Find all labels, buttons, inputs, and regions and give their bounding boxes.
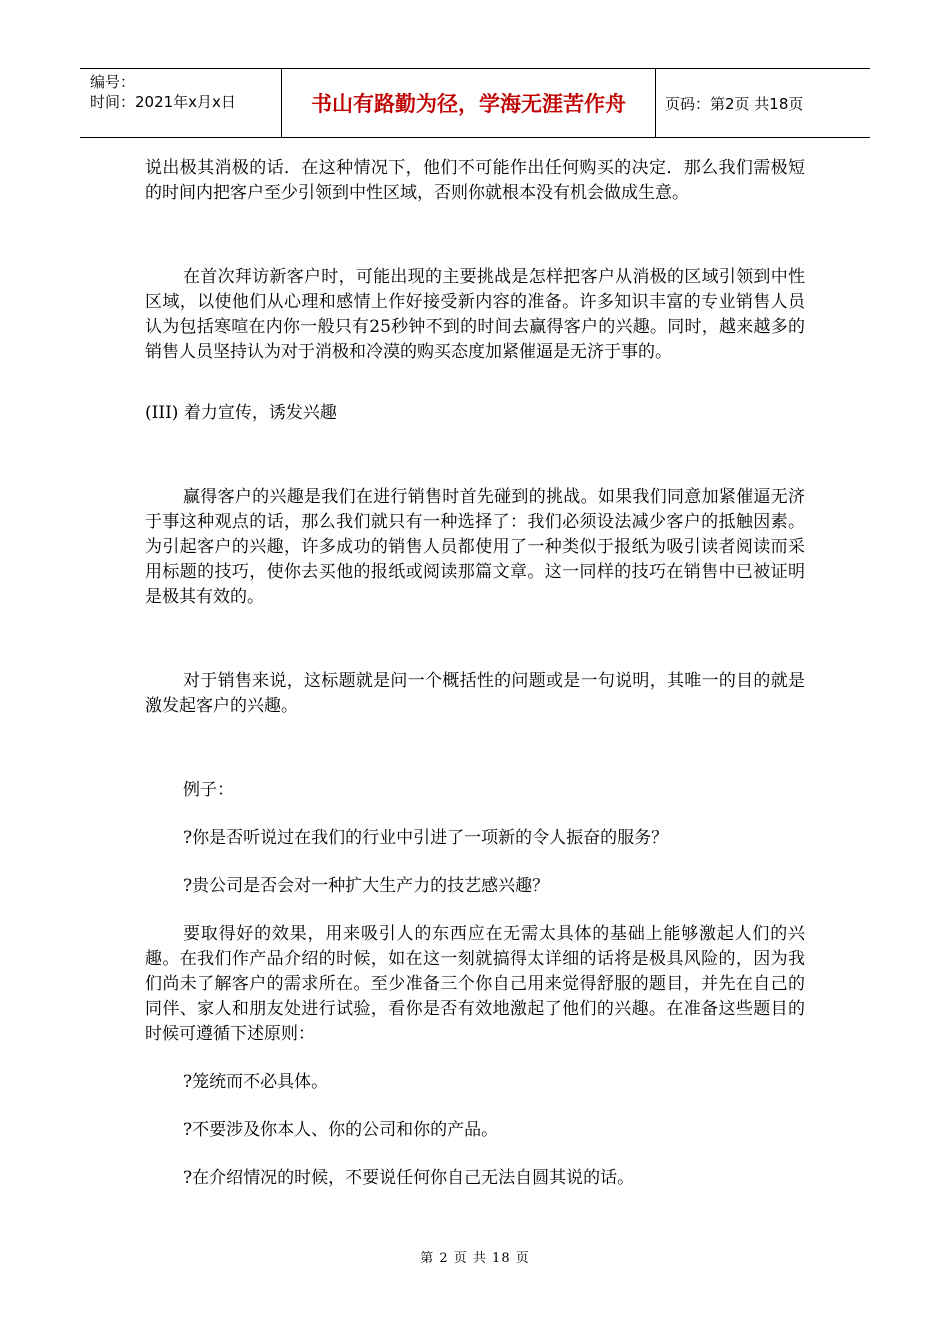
paragraph-winning-interest: 赢得客户的兴趣是我们在进行销售时首先碰到的挑战。如果我们同意加紧催逼无济于事这种观点的话，那么我们就只有一种选择了：我们必须设法减少客户的抵触因素。为引起客户的兴趣，许多成功的销售人员都使用了一种类似于报纸为吸引读者阅读而采用标题的技巧，使你去买他的报纸或阅读那篇文章。这一同样的技巧在销售中已被证明是极其有效的。 bbox=[145, 487, 805, 607]
paragraph-continuation: 说出极其消极的话．在这种情况下，他们不可能作出任何购买的决定．那么我们需极短的时间内把客户至少引领到中性区域，否则你就根本没有机会做成生意。 bbox=[145, 158, 805, 203]
principle-item: ?不要涉及你本人、你的公司和你的产品。 bbox=[183, 1120, 499, 1140]
paragraph-effect: 要取得好的效果，用来吸引人的东西应在无需太具体的基础上能够激起人们的兴趣。在我们作产品介绍的时候，如在这一刻就搞得太详细的话将是极具风险的，因为我们尚未了解客户的需求所在。至少准备三个你自己用来觉得舒服的题目，并先在自己的同伴、家人和朋友处进行试验，看你是否有效地激起了他们的兴趣。在准备这些题目的时候可遵循下述原则： bbox=[145, 924, 805, 1044]
paragraph-headline: 对于销售来说，这标题就是问一个概括性的问题或是一句说明，其唯一的目的就是激发起客户的兴趣。 bbox=[145, 671, 805, 716]
header-meta-cell bbox=[80, 69, 282, 137]
header-motto: 书山有路勤为径，学海无涯苦作舟 bbox=[282, 69, 656, 137]
header-page-label: 页码：第2页 共18页 bbox=[665, 94, 804, 113]
examples-label: 例子： bbox=[183, 780, 234, 800]
principle-item: ?笼统而不必具体。 bbox=[183, 1072, 329, 1092]
document-number-label: 编号： bbox=[90, 73, 136, 91]
section-heading: (III) 着力宣传，诱发兴趣 bbox=[145, 403, 337, 423]
example-item: ?你是否听说过在我们的行业中引进了一项新的令人振奋的服务？ bbox=[183, 828, 669, 848]
document-body bbox=[145, 156, 805, 1191]
document-date-label: 时间：2021年x月x日 bbox=[90, 93, 236, 111]
paragraph-first-visit: 在首次拜访新客户时，可能出现的主要挑战是怎样把客户从消极的区域引领到中性区域，以使他们从心理和感情上作好接受新内容的准备。许多知识丰富的专业销售人员认为包括寒喧在内你一般只有25秒钟不到的时间去赢得客户的兴趣。同时，越来越多的销售人员坚持认为对于消极和冷漠的购买态度加紧催逼是无济于事的。 bbox=[145, 267, 805, 362]
example-item: ?贵公司是否会对一种扩大生产力的技艺感兴趣？ bbox=[183, 876, 550, 896]
principle-item: ?在介绍情况的时候，不要说任何你自己无法自圆其说的话。 bbox=[183, 1168, 635, 1188]
page-header bbox=[80, 68, 870, 138]
page-footer: 第 2 页 共 18 页 bbox=[420, 1251, 530, 1266]
